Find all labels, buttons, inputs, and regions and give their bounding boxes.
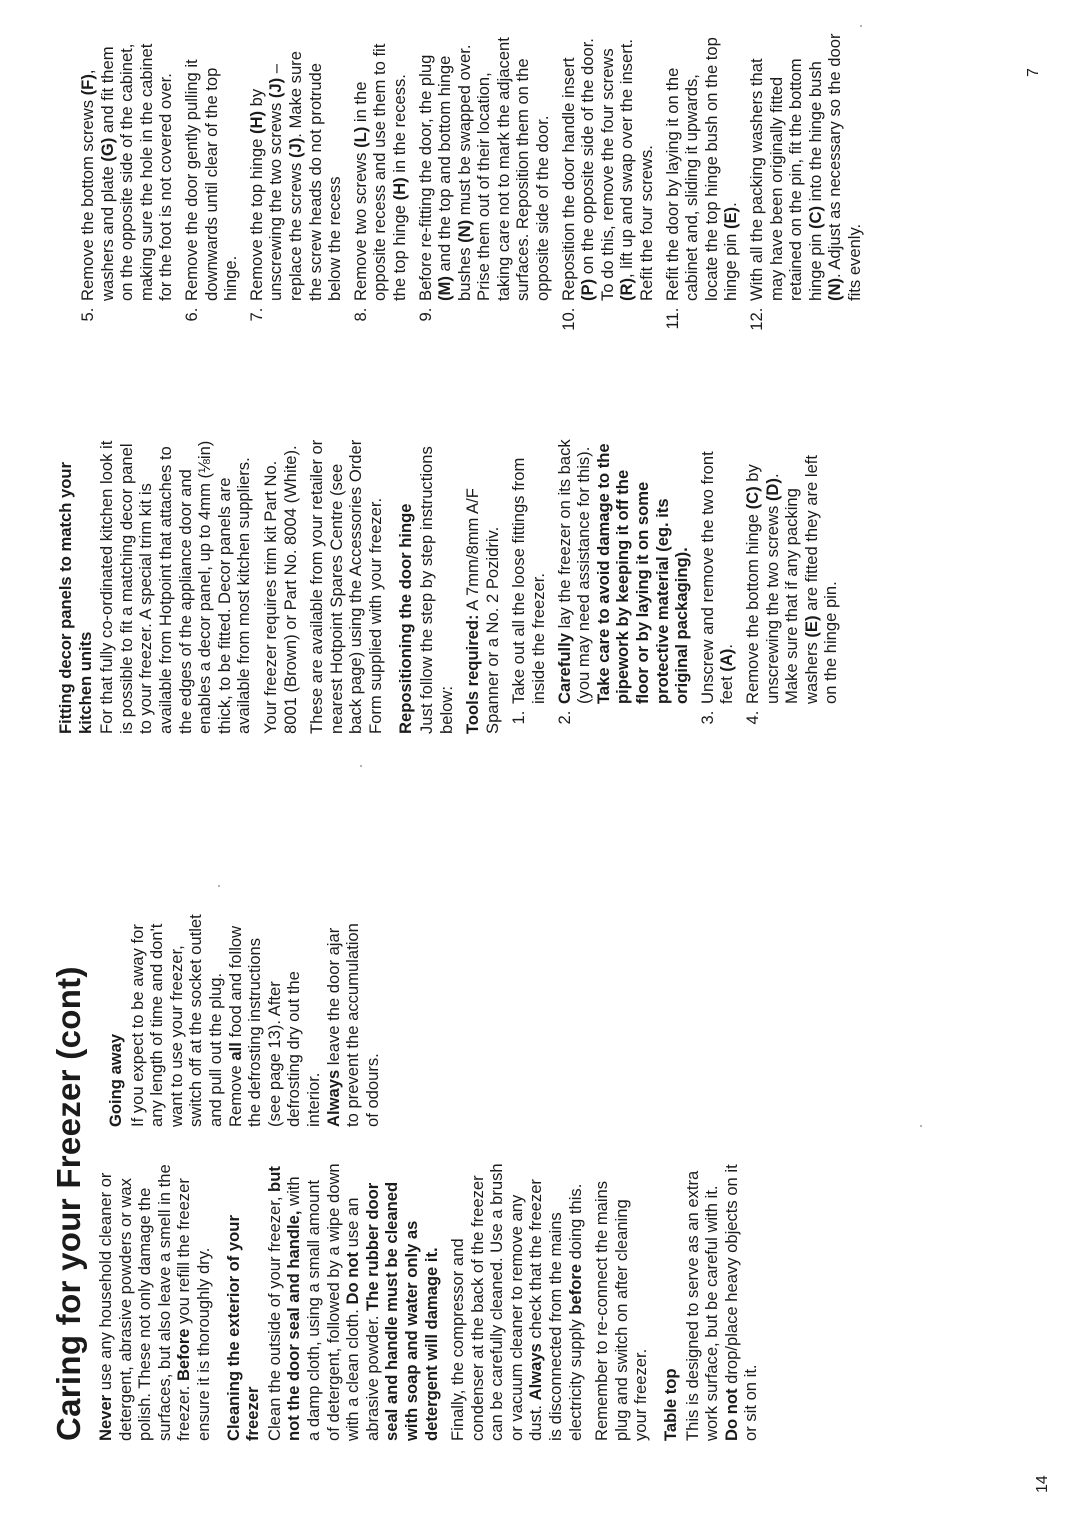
step-2: 2. Carefully lay the freezer on its back (you may need assistance for this). Take care to avoid damage to the pipework by keeping it off the floor or by laying it on some protective material (eg. its original packaging). bbox=[555, 438, 692, 706]
hinge-heading: Repositioning the door hinge bbox=[395, 503, 415, 734]
title-part1: Caring for your bbox=[50, 1198, 87, 1441]
tabletop-heading: Table top bbox=[661, 1368, 681, 1441]
step-9: 9. Before re-fitting the door, the plug (M) and the top and bottom hinge bushes (N) must be swapped over. Prise them out of their location, taking care not to mark the adjacent surfaces. Reposition them on the opposite side of the door. bbox=[416, 31, 553, 303]
decor-paragraph: For that fully co-ordinated kitchen look it is possible to fit a matching decor panel to your freezer. A special trim kit is available from Hotpoint that attaches to the edges of the appliance door and enables a decor panel, up to 4mm (⅛in) thick, to be fitted. Decor panels are available from most kitchen suppliers. bbox=[97, 440, 254, 734]
scan-speck bbox=[360, 765, 362, 767]
step-3: 3. Unscrew and remove the two front feet (A). bbox=[698, 438, 737, 706]
scan-speck bbox=[920, 1125, 922, 1127]
trim-kit-paragraph: Your freezer requires trim kit Part No. 8001 (Brown) or Part No. 8004 (White). bbox=[260, 445, 300, 734]
step-6: 6. Remove the door gently pulling it downwards until clear of the top hinge. bbox=[182, 31, 241, 303]
hinge-intro: Just follow the step by step instructions below: bbox=[417, 446, 456, 734]
exterior-paragraph: Clean the outside of your freezer, but not the door seal and handle, with a damp cloth, using a small amount of detergent, followed by a wipe down with a clean cloth. Do not use an abrasive powder. The rubber door seal and handle must be cleaned with soap and water only as detergent will damage it. bbox=[264, 1163, 441, 1441]
going-away-paragraph: If you expect to be away for any length of time and don't want to use your freezer, switch off at the socket outlet and pull out the plug. Remove all food and follow the defrosting instructions (see page 13). After defrosting dry out the interior. Always leave the door ajar to prevent the accumulation of odours. bbox=[127, 914, 382, 1127]
step-11: 11. Refit the door by laying it on the cabinet and, sliding it upwards, locate the top hinge bush on the top hinge pin (E). bbox=[663, 31, 741, 303]
page-title bbox=[50, 966, 88, 1441]
going-away-heading: Going away bbox=[106, 1033, 125, 1127]
step-12: 12. With all the packing washers that may have been originally fitted retained on the pin, fit the bottom hinge pin (C) into the hinge bush (N). Adjust as necessary so the door fits evenly. bbox=[747, 31, 865, 303]
page-number-left: 14 bbox=[1034, 1475, 1051, 1493]
availability-paragraph: These are available from your retailer or nearest Hotpoint Spares Centre (see back page) using the Accessories Order Form supplied with your freezer. bbox=[307, 439, 385, 734]
page-number-right: 7 bbox=[1025, 68, 1042, 77]
column-hinge-steps bbox=[78, 31, 871, 337]
scan-speck bbox=[860, 25, 862, 27]
column-decor-and-hinge bbox=[56, 438, 847, 734]
compressor-paragraph: Finally, the compressor and condenser at the back of the freezer can be carefully cleaned. Use a brush or vacuum cleaner to remove any dust. Always check that the freezer is disconnected from the mains electricity supply before doing this. bbox=[448, 1163, 585, 1441]
step-7: 7. Remove the top hinge (H) by unscrewing the two screws (J) – replace the screws (J). Make sure the screw heads do not protrude below the recess bbox=[247, 31, 345, 303]
step-8: 8. Remove two screws (L) in the opposite recess and use them to fit the top hinge (H) in the recess. bbox=[351, 31, 410, 303]
never-paragraph: Never use any household cleaner or detergent, abrasive powders or wax polish. These not only damage the surfaces, but also leave a smell in the freezer. Before you refill the freezer ensure it is thoroughly dry. bbox=[96, 1164, 213, 1441]
hinge-steps-5-12 bbox=[78, 31, 865, 337]
step-10: 10. Reposition the door handle insert (P) on the opposite side of the door. To do this, remove the four screws (R), lift up and swap over the insert. Refit the four screws. bbox=[559, 31, 657, 303]
column-cleaning bbox=[96, 1163, 768, 1441]
scan-speck bbox=[218, 885, 220, 887]
tabletop-paragraph: This is designed to serve as an extra work surface, but be careful with it. Do not drop/place heavy objects on it or sit on it. bbox=[682, 1164, 761, 1441]
decor-heading: Fitting decor panels to match your kitchen units bbox=[56, 462, 95, 734]
step-5: 5. Remove the bottom screws (F), washers and plate (G) and fit them on the opposite side of the cabinet, making sure the hole in the cabinet for the foot is not covered over. bbox=[78, 31, 176, 303]
hinge-steps-1-4 bbox=[509, 438, 841, 734]
step-1: 1. Take out all the loose fittings from inside the freezer. bbox=[509, 438, 548, 706]
title-part2: Freezer (cont) bbox=[50, 966, 87, 1189]
column-going-away bbox=[96, 913, 389, 1127]
tools-required: Tools required: A 7mm/8mm A/F Spanner or a No. 2 Pozidriv. bbox=[463, 488, 502, 734]
reconnect-paragraph: Remember to re-connect the mains plug and switch on after cleaning your freezer. bbox=[592, 1180, 651, 1441]
step-4: 4. Remove the bottom hinge (C) by unscrewing the two screws (D). Make sure that if any packing washers (E) are fitted they are left on the hinge pin. bbox=[743, 438, 841, 706]
exterior-heading: Cleaning the exterior of your freezer bbox=[223, 1215, 263, 1441]
